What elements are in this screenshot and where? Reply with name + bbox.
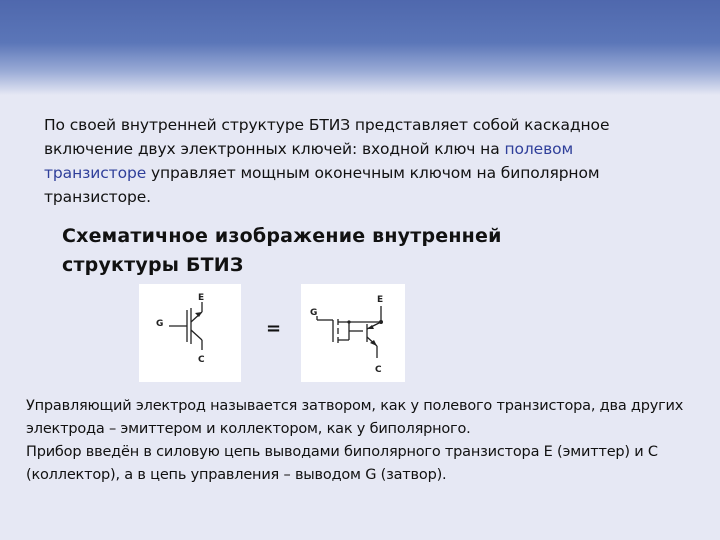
left-label-e: E — [198, 293, 205, 303]
right-label-c: C — [375, 365, 382, 375]
right-label-g: G — [310, 308, 318, 318]
igbt-symbol-diagram — [139, 284, 241, 382]
equivalent-circuit-icon — [301, 284, 405, 382]
explanation-paragraph-1: Управляющий электрод называется затвором, как у полевого транзистора, два других электрода – эмиттером и коллектором, как у биполярного. — [26, 398, 684, 437]
equals-sign: = — [266, 318, 282, 339]
field-transistor-link[interactable]: полевом транзисторе — [44, 140, 574, 182]
left-label-c: C — [198, 355, 205, 365]
equivalent-circuit-diagram — [301, 284, 405, 382]
left-label-g: G — [156, 319, 164, 329]
intro-text-before-link: По своей внутренней структуре БТИЗ представляет собой каскадное включение двух электронных ключей: входной ключ на — [44, 116, 610, 158]
intro-text-after-link: управляет мощным оконечным ключом на биполярном транзисторе. — [44, 164, 600, 206]
explanation-paragraph-2: Прибор введён в силовую цепь выводами биполярного транзистора E (эмиттер) и C (коллектор), а в цепь управления – выводом G (затвор). — [26, 444, 658, 483]
intro-paragraph — [44, 113, 644, 209]
igbt-symbol-icon — [139, 284, 241, 382]
right-label-e: E — [377, 295, 384, 305]
section-heading: Схематичное изображение внутренней структуры БТИЗ — [62, 225, 502, 276]
explanation-text — [26, 395, 706, 487]
header-band — [0, 0, 720, 95]
